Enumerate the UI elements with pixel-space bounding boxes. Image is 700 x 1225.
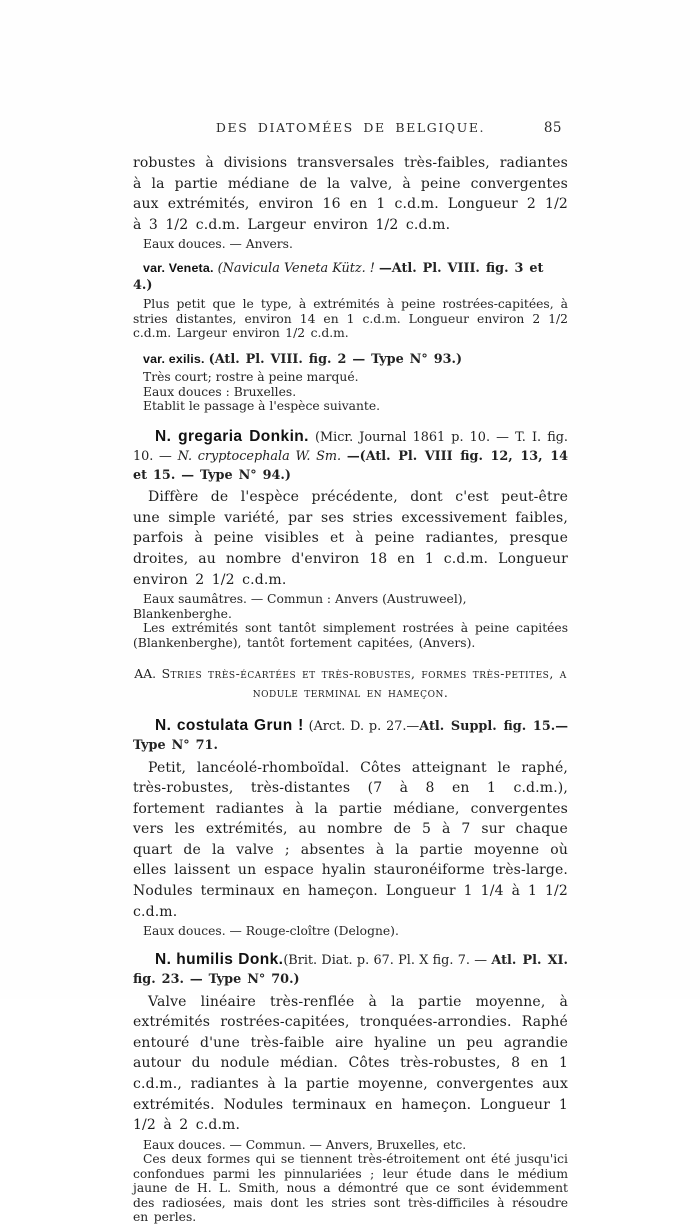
- var-exilis-description: Très court; rostre à peine marqué.: [143, 370, 359, 385]
- var-veneta-reference: —Atl. Pl. VIII. fig. 3 et 4.): [133, 260, 544, 294]
- page-title: DES DIATOMÉES DE BELGIQUE.: [215, 120, 486, 135]
- humilis-reference: (Brit. Diat. p. 67. Pl. X fig. 7. —: [283, 952, 488, 968]
- var-veneta-heading: [133, 260, 568, 295]
- var-exilis-reference: (Atl. Pl. VIII. fig. 2 — Type N° 93.): [208, 351, 463, 367]
- var-veneta-label: var. Veneta.: [143, 260, 214, 275]
- costulata-habitat-note: Eaux douces. — Rouge-cloître (Delogne).: [143, 924, 399, 939]
- aa-label: AA.: [134, 666, 157, 682]
- gregaria-description: Diffère de l'espèce précédente, dont c'est peut-être une simple variété, par ses stries excessivement faibles, parfois à peine visibles et à peine radiantes, presque droites, au nombre d'environ 18 en 1 c.d.m. Longueur environ 2 1/2 c.d.m.: [133, 489, 568, 588]
- entry-var-veneta: [133, 260, 568, 341]
- gregaria-habitat-note: Eaux saumâtres. — Commun : Anvers (Austruweel), Blankenberghe.: [133, 592, 467, 621]
- entry-gregaria: [133, 426, 568, 650]
- species-heading-gregaria: [133, 426, 568, 486]
- text-block: [133, 120, 568, 1225]
- humilis-reference-bold: Atl. Pl. XI. fig. 23. — Type N° 70.): [133, 952, 568, 988]
- gregaria-synonym: N. cryptocephala W. Sm.: [177, 449, 342, 465]
- var-exilis-label: var. exilis.: [143, 351, 205, 366]
- entry-humilis: [133, 949, 568, 1225]
- var-exilis-heading: [133, 351, 568, 369]
- var-exilis-habitat: Eaux douces : Bruxelles.: [143, 384, 297, 399]
- species-heading-humilis: [133, 949, 568, 990]
- entry-costulata: [133, 715, 568, 939]
- costulata-description: Petit, lancéolé-rhomboïdal. Côtes atteignant le raphé, très-robustes, très-distantes (7 à 8 en 1 c.d.m.), fortement radiantes à la partie médiane, convergentes vers les extrémités, au nombre de 5 à 7 sur chaque quart de la valve ; absentes à la partie moyenne où elles laissent un espace hyalin stauronéiforme très-large. Nodules terminaux en hameçon. Longueur 1 1/4 à 1 1/2 c.d.m.: [133, 759, 568, 920]
- costulata-reference: (Arct. D. p. 27.—: [308, 718, 420, 734]
- humilis-remark: Ces deux formes qui se tiennent très-étroitement ont été jusqu'ici confondues parmi les pinnulariées ; leur étude dans le médium jaune de H. L. Smith, nous a démontré que ce sont évidemment des radiosées, mais dont les stries sont très-difficiles à résoudre en perles.: [133, 1152, 568, 1225]
- section-heading-aa: [133, 664, 568, 702]
- running-header: [133, 120, 568, 140]
- species-name-gregaria: N. gregaria Donkin.: [155, 427, 309, 445]
- species-name-humilis: N. humilis Donk.: [155, 950, 284, 968]
- entry-var-exilis: [133, 351, 568, 414]
- costulata-reference-bold: Atl. Suppl. fig. 15.— Type N° 71.: [133, 718, 568, 754]
- intro-paragraph: robustes à divisions transversales très-faibles, radiantes à la partie médiane de la valve, à peine convergentes aux extrémités, environ 16 en 1 c.d.m. Longueur 2 1/2 à 3 1/2 c.d.m. Largeur environ 1/2 c.d.m.: [133, 155, 568, 233]
- gregaria-remark: Les extrémités sont tantôt simplement rostrées à peine capitées (Blankenberghe), tantôt fortement capitées, (Anvers).: [133, 621, 568, 650]
- species-name-costulata: N. costulata Grun !: [155, 716, 304, 734]
- gregaria-reference: (Micr. Journal 1861 p. 10. — T. I. fig. 10. —: [133, 429, 568, 465]
- intro-habitat-note: Eaux douces. — Anvers.: [143, 237, 293, 252]
- humilis-description: Valve linéaire très-renflée à la partie moyenne, à extrémités rostrées-capitées, tronquées-arrondies. Raphé entouré d'une très-faible aire hyaline un peu agrandie autour du nodule médian. Côtes très-robustes, 8 en 1 c.d.m., radiantes à la partie moyenne, convergentes aux extrémités. Nodules terminaux en hameçon. Longueur 1 1/2 à 2 c.d.m.: [133, 993, 568, 1134]
- species-heading-costulata: [133, 715, 568, 756]
- var-veneta-description: Plus petit que le type, à extrémités à peine rostrées-capitées, à stries distantes, environ 14 en 1 c.d.m. Longueur environ 2 1/2 c.d.m. Largeur environ 1/2 c.d.m.: [133, 297, 568, 341]
- var-veneta-synonym: (Navicula Veneta Kütz. !: [217, 260, 375, 276]
- var-exilis-remark: Etablit le passage à l'espèce suivante.: [143, 399, 381, 414]
- humilis-habitat-note: Eaux douces. — Commun. — Anvers, Bruxelles, etc.: [143, 1137, 467, 1152]
- page-number: 85: [543, 120, 562, 136]
- gregaria-reference-bold: —(Atl. Pl. VIII fig. 12, 13, 14 et 15. — Type N° 94.): [133, 449, 568, 483]
- aa-text: Stries très-écartées et très-robustes, formes très-petites, a nodule terminal en hameçon.: [161, 666, 567, 701]
